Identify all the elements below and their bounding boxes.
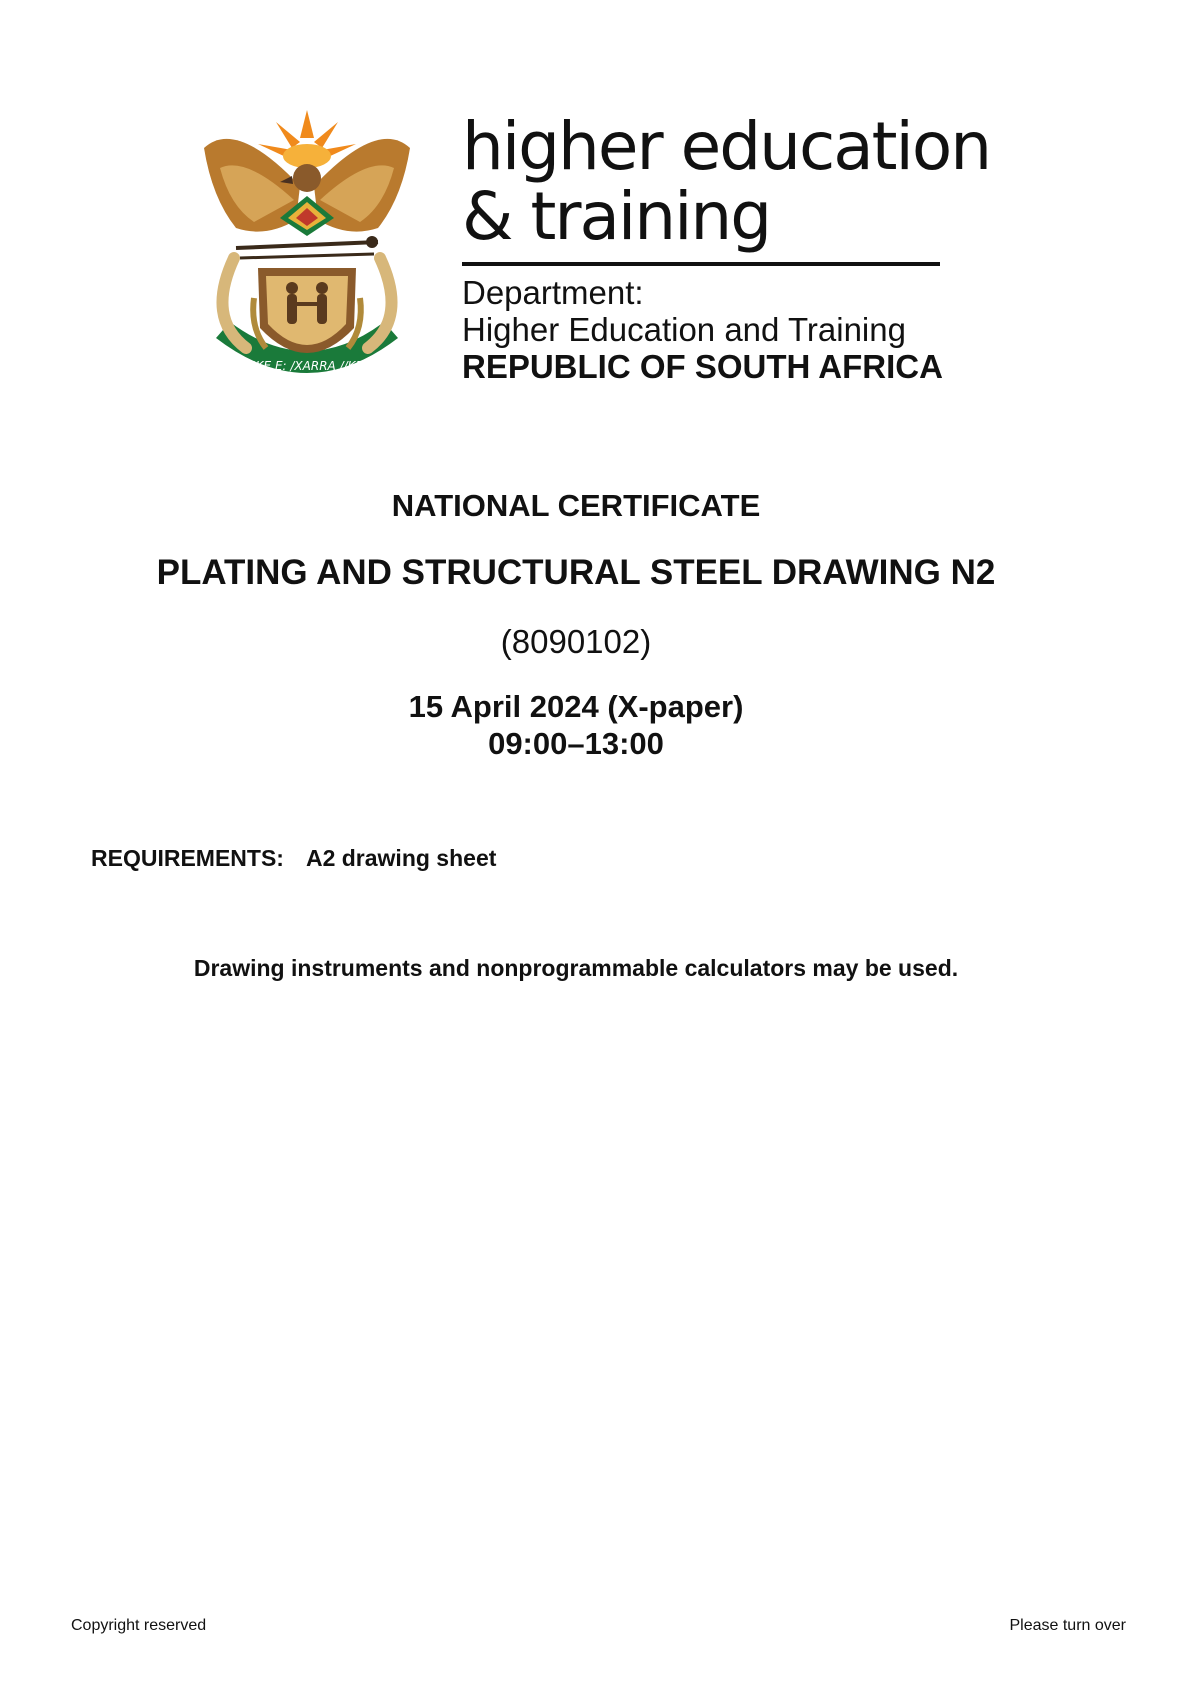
- requirements-line: [91, 845, 496, 872]
- brand-line-2: & training: [462, 178, 771, 255]
- department-name: Higher Education and Training: [462, 311, 906, 348]
- coat-of-arms-icon: [196, 108, 418, 398]
- country-name: REPUBLIC OF SOUTH AFRICA: [462, 348, 943, 385]
- footer-turn-over: Please turn over: [1009, 1617, 1126, 1634]
- subject-code: (8090102): [500, 623, 652, 660]
- exam-date: 15 April 2024 (X-paper): [408, 689, 744, 724]
- coat-of-arms: [196, 108, 418, 398]
- brand-line-1: higher education: [462, 108, 991, 185]
- requirements-value: A2 drawing sheet: [305, 845, 497, 871]
- department-block: [462, 274, 943, 385]
- certificate-title: NATIONAL CERTIFICATE: [391, 488, 761, 523]
- brand-divider: [462, 262, 940, 266]
- requirements-label: REQUIREMENTS:: [91, 845, 284, 871]
- emblem-motto-text: !KE E: /XARRA //KE: [250, 359, 364, 373]
- instructions-text: Drawing instruments and nonprogrammable calculators may be used.: [193, 955, 959, 981]
- subject-title: PLATING AND STRUCTURAL STEEL DRAWING N2: [156, 553, 996, 592]
- brand-wordmark: [462, 108, 991, 255]
- department-label: Department:: [462, 274, 644, 311]
- exam-time: 09:00–13:00: [488, 726, 664, 761]
- footer-copyright: Copyright reserved: [71, 1617, 207, 1634]
- exam-date-block: [0, 688, 1152, 762]
